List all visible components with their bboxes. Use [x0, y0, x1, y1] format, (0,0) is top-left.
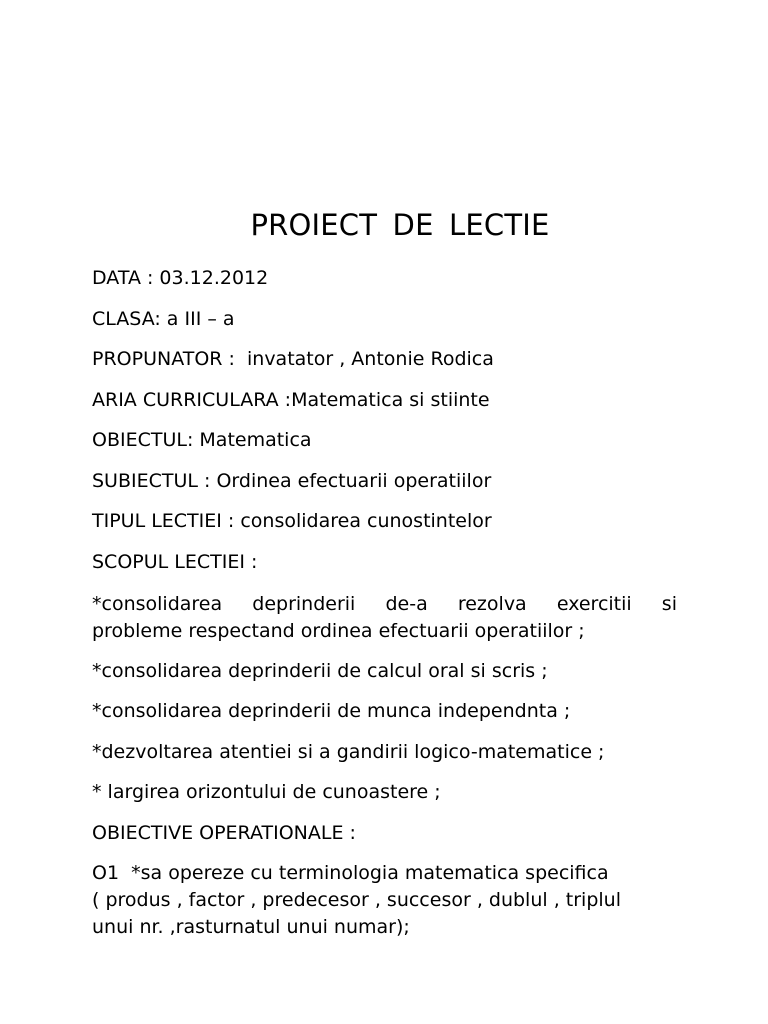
scop-item-4: *dezvoltarea atentiei si a gandirii logico-matematice ; [92, 741, 605, 763]
scop-item-1-line-2: probleme respectand ordinea efectuarii operatiilor ; [92, 620, 585, 642]
field-propunator: PROPUNATOR : invatator , Antonie Rodica [92, 348, 494, 370]
field-data: DATA : 03.12.2012 [92, 267, 269, 289]
field-subiectul: SUBIECTUL : Ordinea efectuarii operatiilor [92, 470, 492, 492]
field-scopul-lectiei: SCOPUL LECTIEI : [92, 551, 258, 573]
objective-o1-line-2: ( produs , factor , predecesor , succesor , dublul , triplul [92, 889, 621, 911]
obiective-heading: OBIECTIVE OPERATIONALE : [92, 822, 356, 844]
objective-o1-line-1: O1 *sa opereze cu terminologia matematica specifica [92, 862, 609, 884]
field-tipul-lectiei: TIPUL LECTIEI : consolidarea cunostintelor [92, 510, 492, 532]
scop-item-3: *consolidarea deprinderii de munca independnta ; [92, 700, 571, 722]
objective-o1-line-3: unui nr. ,rasturnatul unui numar); [92, 916, 410, 938]
document-title: PROIECT DE LECTIE [250, 208, 550, 242]
scop-item-2: *consolidarea deprinderii de calcul oral si scris ; [92, 660, 548, 682]
scop-item-1-line-1: *consolidarea deprinderii de-a rezolva exercitii si [92, 593, 677, 615]
field-clasa: CLASA: a III – a [92, 308, 235, 330]
scop-item-5: * largirea orizontului de cunoastere ; [92, 781, 441, 803]
field-obiectul: OBIECTUL: Matematica [92, 429, 312, 451]
field-aria-curriculara: ARIA CURRICULARA :Matematica si stiinte [92, 389, 490, 411]
